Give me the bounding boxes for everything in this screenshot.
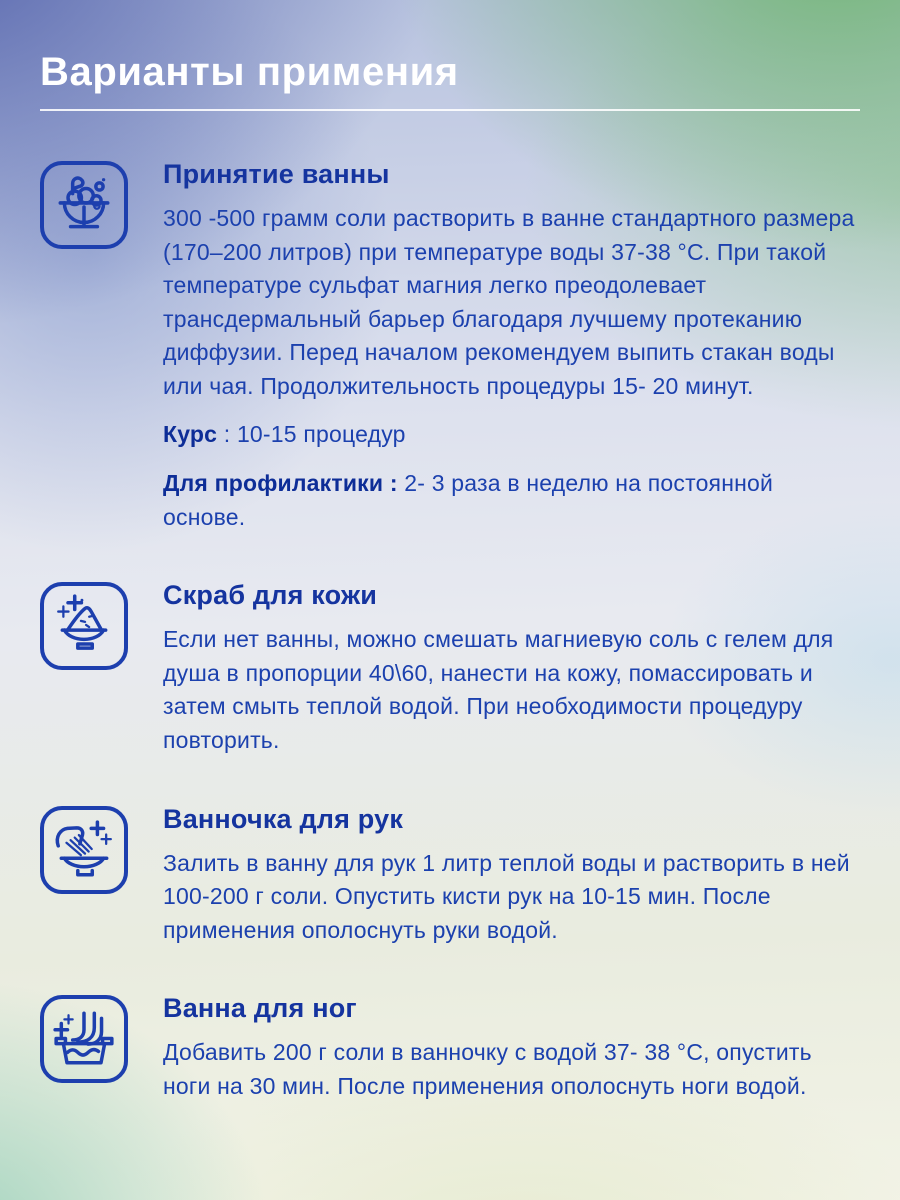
section-content xyxy=(163,993,860,1103)
section-body: Если нет ванны, можно смешать магниевую соль с гелем для душа в пропорции 40\60, нанести на кожу, помассировать и затем смыть теплой водой. При необходимости процедуру повторить. xyxy=(163,626,834,753)
section-heading: Принятие ванны xyxy=(163,159,390,189)
section-body: Добавить 200 г соли в ванночку с водой 37- 38 °C, опустить ноги на 30 мин. После применения ополоснуть ноги водой. xyxy=(163,1039,812,1099)
prophylaxis-text: 2- 3 раза в неделю на постоянной основе. xyxy=(163,470,774,530)
scrub-bowl-icon xyxy=(40,582,128,670)
hand-bath-icon xyxy=(40,806,128,894)
section-body: Залить в ванну для рук 1 литр теплой воды и растворить в ней 100-200 г соли. Опустить кисти рук на 10-15 мин. После применения ополоснуть руки водой. xyxy=(163,849,850,943)
section-hand-bath xyxy=(40,804,860,948)
bath-bubbles-icon xyxy=(40,161,128,249)
section-content xyxy=(163,580,860,757)
prophylaxis-label: Для профилактики : xyxy=(163,470,398,497)
foot-bath-icon xyxy=(40,995,128,1083)
section-scrub xyxy=(40,580,860,757)
course-line xyxy=(163,418,860,452)
course-text: : 10-15 процедур xyxy=(217,421,406,448)
page-title: Варианты примения xyxy=(40,50,459,94)
section-heading: Ванночка для рук xyxy=(163,803,404,834)
title-divider xyxy=(40,109,860,111)
section-bath xyxy=(40,159,860,534)
section-heading: Скраб для кожи xyxy=(163,580,378,611)
section-content xyxy=(163,804,860,948)
prophylaxis-line xyxy=(163,467,860,534)
section-body: 300 -500 грамм соли растворить в ванне стандартного размера (170–200 литров) при температуре воды 37-38 °C. При такой температуре сульфат магния легко преодолевает трансдермальный барьер благодаря лучшему протеканию диффузии. Перед началом рекомендуем выпить стакан воды или чая. Продолжительность процедуры 15- 20 минут. xyxy=(163,205,855,399)
course-label: Курс xyxy=(163,421,218,448)
section-foot-bath xyxy=(40,993,860,1103)
sections-list xyxy=(40,159,860,1103)
section-heading: Ванна для ног xyxy=(163,993,357,1024)
section-content xyxy=(163,159,860,534)
